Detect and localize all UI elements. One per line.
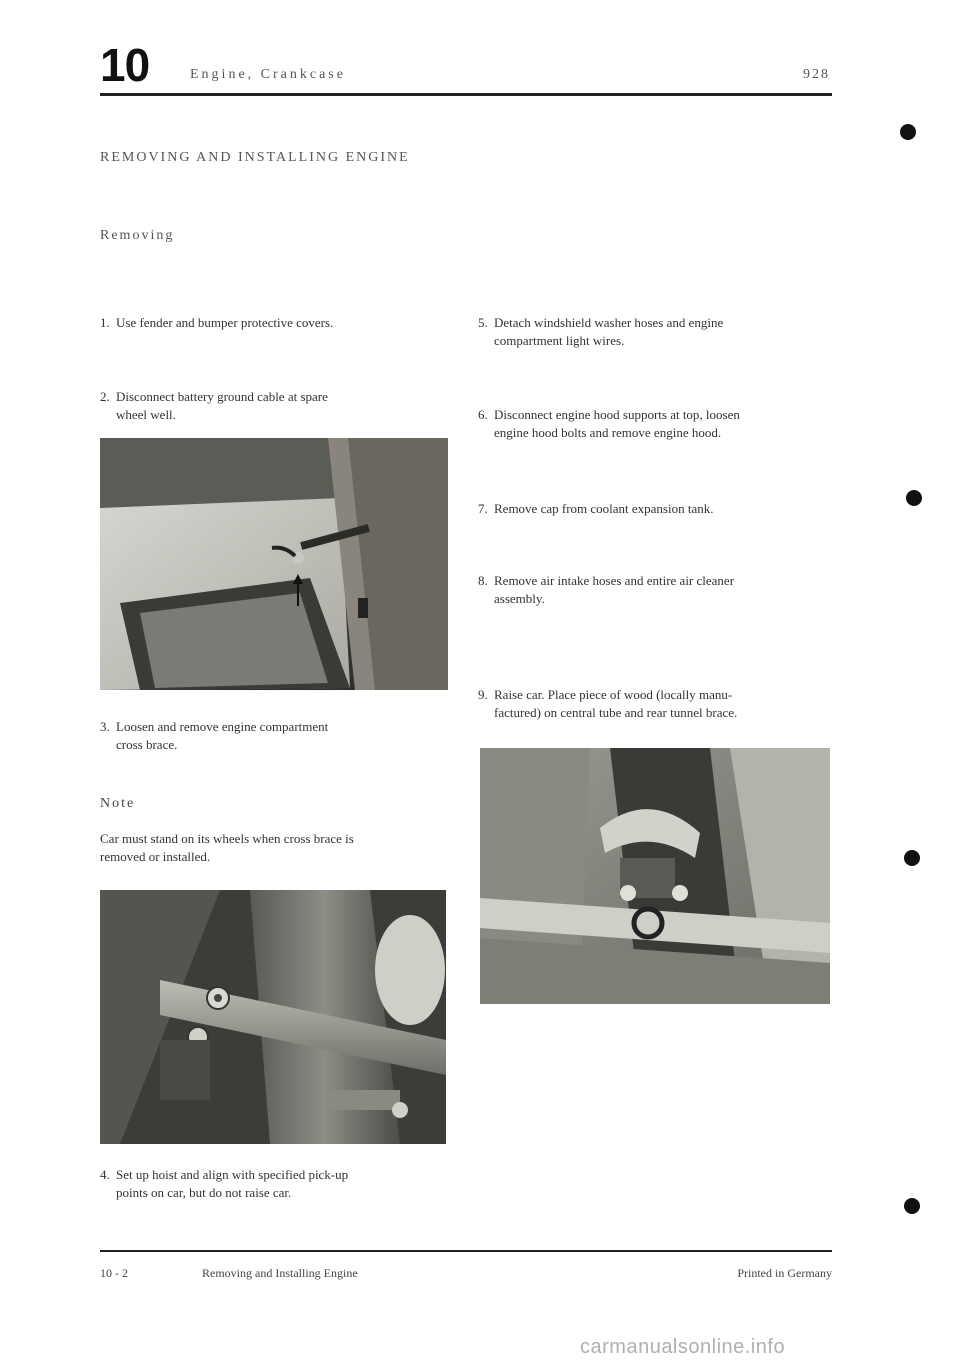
step-text: Remove air intake hoses and entire air cleaner: [494, 573, 735, 588]
step-number: 2.: [100, 389, 110, 404]
step-number: 7.: [478, 501, 488, 516]
step-text-continued: points on car, but do not raise car.: [116, 1185, 292, 1200]
step-text: Set up hoist and align with specified pick-up: [116, 1167, 349, 1182]
footer-section: Removing and Installing Engine: [202, 1266, 358, 1280]
photo-central-tube: [480, 748, 830, 1004]
chapter-title: Engine, Crankcase: [190, 67, 346, 82]
note-body: [100, 830, 450, 866]
note-text: Car must stand on its wheels when cross brace is: [100, 831, 354, 846]
watermark: carmanualsonline.info: [580, 1336, 786, 1358]
header-rule: [100, 93, 832, 96]
step-number: 9.: [478, 687, 488, 702]
step-text-continued: compartment light wires.: [494, 333, 625, 348]
subsection-title: Removing: [100, 228, 175, 243]
step-number: 4.: [100, 1167, 110, 1182]
step-text-continued: wheel well.: [116, 407, 176, 422]
step-7: [478, 500, 838, 518]
photo-central-tube-image: [480, 748, 830, 1004]
margin-dot: [904, 850, 920, 866]
footer-rule: [100, 1250, 832, 1252]
footer-printed: Printed in Germany: [737, 1266, 832, 1280]
step-text: Disconnect engine hood supports at top, loosen: [494, 407, 740, 422]
photo-spare-wheel-well-image: [100, 438, 448, 690]
step-number: 6.: [478, 407, 488, 422]
step-text: Use fender and bumper protective covers.: [116, 315, 334, 330]
step-5: [478, 314, 838, 350]
step-4: [100, 1166, 460, 1202]
step-text: Detach windshield washer hoses and engine: [494, 315, 724, 330]
margin-dot: [904, 1198, 920, 1214]
step-text: Loosen and remove engine compartment: [116, 719, 329, 734]
step-6: [478, 406, 838, 442]
step-number: 3.: [100, 719, 110, 734]
section-title: REMOVING AND INSTALLING ENGINE: [100, 150, 410, 165]
step-text: Raise car. Place piece of wood (locally manu-: [494, 687, 733, 702]
footer-page-number: 10 - 2: [100, 1266, 128, 1280]
step-text: Remove cap from coolant expansion tank.: [494, 501, 714, 516]
step-1: [100, 314, 460, 332]
note-heading: Note: [100, 796, 136, 811]
step-8: [478, 572, 838, 608]
step-3: [100, 718, 460, 754]
step-number: 1.: [100, 315, 110, 330]
step-text-continued: cross brace.: [116, 737, 178, 752]
step-2: [100, 388, 460, 424]
step-9: [478, 686, 838, 722]
step-text-continued: factured) on central tube and rear tunnel brace.: [494, 705, 738, 720]
photo-cross-brace-image: [100, 890, 446, 1144]
step-number: 5.: [478, 315, 488, 330]
photo-cross-brace: [100, 890, 446, 1144]
step-number: 8.: [478, 573, 488, 588]
chapter-number: 10: [100, 39, 150, 91]
margin-dot: [906, 490, 922, 506]
step-text: Disconnect battery ground cable at spare: [116, 389, 328, 404]
step-text-continued: assembly.: [494, 591, 545, 606]
note-text-continued: removed or installed.: [100, 849, 211, 864]
step-text-continued: engine hood bolts and remove engine hood.: [494, 425, 722, 440]
margin-dot: [900, 124, 916, 140]
photo-spare-wheel-well: [100, 438, 448, 690]
model-number: 928: [803, 67, 830, 82]
